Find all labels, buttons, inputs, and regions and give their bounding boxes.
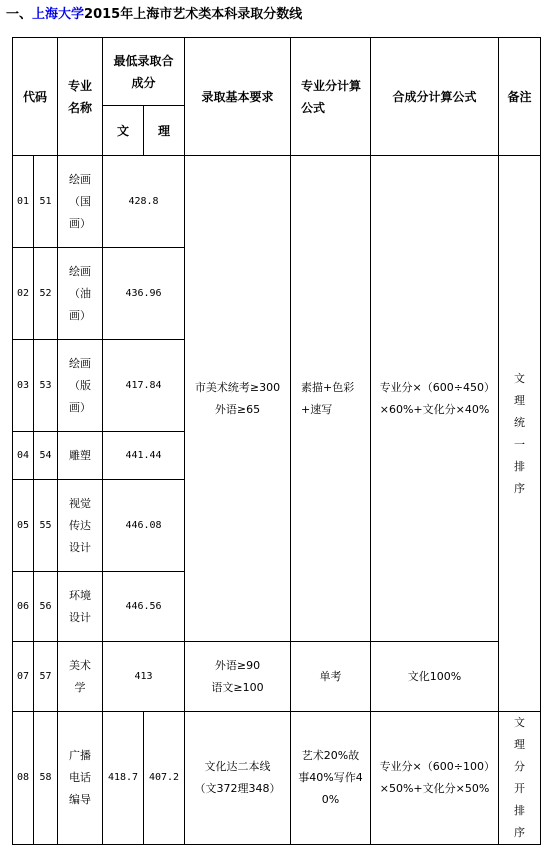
header-min-score: 最低录取合成分 [103,38,185,106]
score-cell: 441.44 [103,432,185,480]
code-cell: 52 [34,248,58,340]
score-cell: 436.96 [103,248,185,340]
score-wen-cell: 418.7 [103,712,144,845]
code-cell: 54 [34,432,58,480]
header-code: 代码 [13,38,58,156]
score-cell: 446.56 [103,572,185,642]
code-cell: 06 [13,572,34,642]
art-pro-formula-cell: 素描+色彩+速写 [291,156,371,642]
code-cell: 55 [34,480,58,572]
major-cell: 美术学 [58,642,103,712]
code-cell: 01 [13,156,34,248]
table-row [13,156,541,248]
theory-requirements-cell: 外语≥90 语文≥100 [185,642,291,712]
header-wen: 文 [103,106,144,156]
art-composite-formula-cell: 专业分×（600÷450）×60%+文化分×40% [371,156,499,642]
score-cell: 446.08 [103,480,185,572]
code-cell: 02 [13,248,34,340]
art-requirements-cell: 市美术统考≥300 外语≥65 [185,156,291,642]
title-prefix: 一、 [6,7,33,22]
header-composite-formula: 合成分计算公式 [371,38,499,156]
code-cell: 51 [34,156,58,248]
broadcast-remark-cell: 文理分开排序 [499,712,541,845]
major-cell: 视觉传达设计 [58,480,103,572]
admission-score-table [12,37,541,845]
header-li: 理 [144,106,185,156]
major-cell: 绘画（油画） [58,248,103,340]
header-requirements: 录取基本要求 [185,38,291,156]
code-cell: 58 [34,712,58,845]
theory-pro-formula-cell: 单考 [291,642,371,712]
major-cell: 雕塑 [58,432,103,480]
page-title [6,3,302,22]
theory-composite-formula-cell: 文化100% [371,642,499,712]
broadcast-requirements-cell: 文化达二本线 （文372理348） [185,712,291,845]
broadcast-pro-formula-cell: 艺术20%故事40%写作40% [291,712,371,845]
code-cell: 57 [34,642,58,712]
table-row [13,642,541,712]
code-cell: 56 [34,572,58,642]
art-remark-cell: 文理统一排序 [499,156,541,712]
major-cell: 绘画（版画） [58,340,103,432]
major-cell: 环境设计 [58,572,103,642]
code-cell: 04 [13,432,34,480]
score-cell: 428.8 [103,156,185,248]
university-link[interactable]: 上海大学 [32,7,85,22]
code-cell: 05 [13,480,34,572]
code-cell: 53 [34,340,58,432]
code-cell: 07 [13,642,34,712]
score-cell: 417.84 [103,340,185,432]
title-suffix: 2015年上海市艺术类本科录取分数线 [84,7,303,22]
broadcast-composite-formula-cell: 专业分×（600÷100）×50%+文化分×50% [371,712,499,845]
code-cell: 08 [13,712,34,845]
table-row [13,712,541,845]
header-remarks: 备注 [499,38,541,156]
header-pro-formula: 专业分计算公式 [291,38,371,156]
major-cell: 广播电话编导 [58,712,103,845]
score-cell: 413 [103,642,185,712]
major-cell: 绘画（国画） [58,156,103,248]
code-cell: 03 [13,340,34,432]
header-major: 专业名称 [58,38,103,156]
score-li-cell: 407.2 [144,712,185,845]
